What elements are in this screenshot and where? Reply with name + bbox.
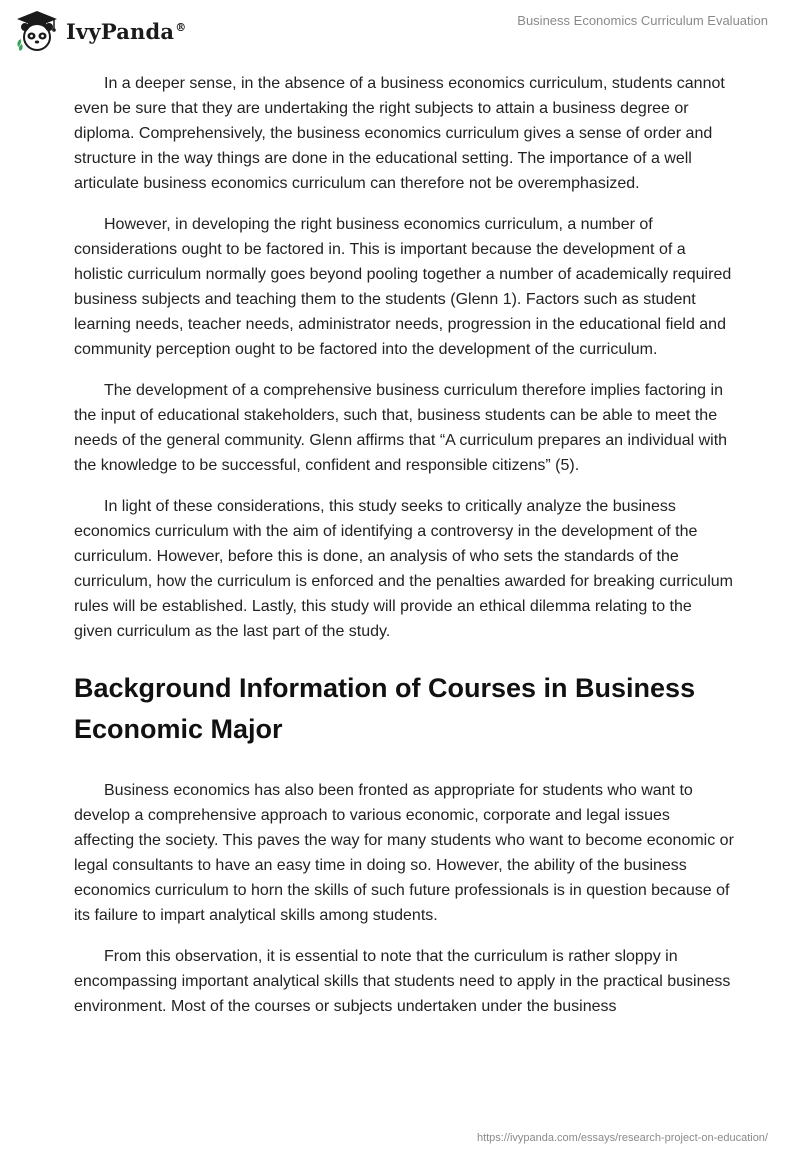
paragraph: From this observation, it is essential to note that the curriculum is rather sloppy in encompassing important analytical skills that students need to apply in the practical business environment. Most of the courses or subjects undertaken under the business	[74, 948, 731, 1015]
paragraph: Business economics has also been fronted as appropriate for students who want to develop a comprehensive approach to various economic, corporate and legal issues affecting the society. This paves the way for many students who want to become economic or legal consultants to have an easy time in doing so. However, the ability of the business economics curriculum to horn the skills of such future professionals is in question because of its failure to impart analytical skills among students.	[74, 782, 734, 924]
document-title: Business Economics Curriculum Evaluation	[517, 13, 768, 28]
paragraph: The development of a comprehensive business curriculum therefore implies factoring in the input of educational stakeholders, such that, business students can be able to meet the needs of the general community. Glenn affirms that “A curriculum prepares an individual with the knowledge to be successful, confident and responsible citizens” (5).	[74, 382, 728, 474]
paragraph: In light of these considerations, this study seeks to critically analyze the business economics curriculum with the aim of identifying a controversy in the development of the curriculum. However, before this is done, an analysis of who sets the standards of the curriculum, how the curriculum is enforced and the penalties awarded for breaking curriculum rules will be established. Lastly, this study will provide an ethical dilemma relating to the given curriculum as the last part of the study.	[74, 498, 733, 640]
section-heading: Background Information of Courses in Business Economic Major	[74, 673, 696, 744]
essay-content	[74, 71, 734, 1035]
ivypanda-logo[interactable]	[14, 8, 186, 54]
page-header	[0, 0, 800, 60]
logo-wordmark: IvyPanda®	[66, 18, 187, 44]
panda-graduate-icon	[14, 9, 60, 53]
source-url[interactable]: https://ivypanda.com/essays/research-project-on-education/	[476, 1132, 768, 1144]
paragraph: However, in developing the right business economics curriculum, a number of considerations ought to be factored in. This is important because the development of a holistic curriculum normally goes beyond pooling together a number of academically required business subjects and teaching them to the students (Glenn 1). Factors such as student learning needs, teacher needs, administrator needs, progression in the educational field and community perception ought to be factored into the development of the curriculum.	[74, 216, 732, 358]
paragraph: In a deeper sense, in the absence of a business economics curriculum, students cannot even be sure that they are undertaking the right subjects to attain a business degree or diploma. Comprehensively, the business economics curriculum gives a sense of order and structure in the way things are done in the educational setting. The importance of a well articulate business economics curriculum can therefore not be overemphasized.	[74, 75, 725, 192]
